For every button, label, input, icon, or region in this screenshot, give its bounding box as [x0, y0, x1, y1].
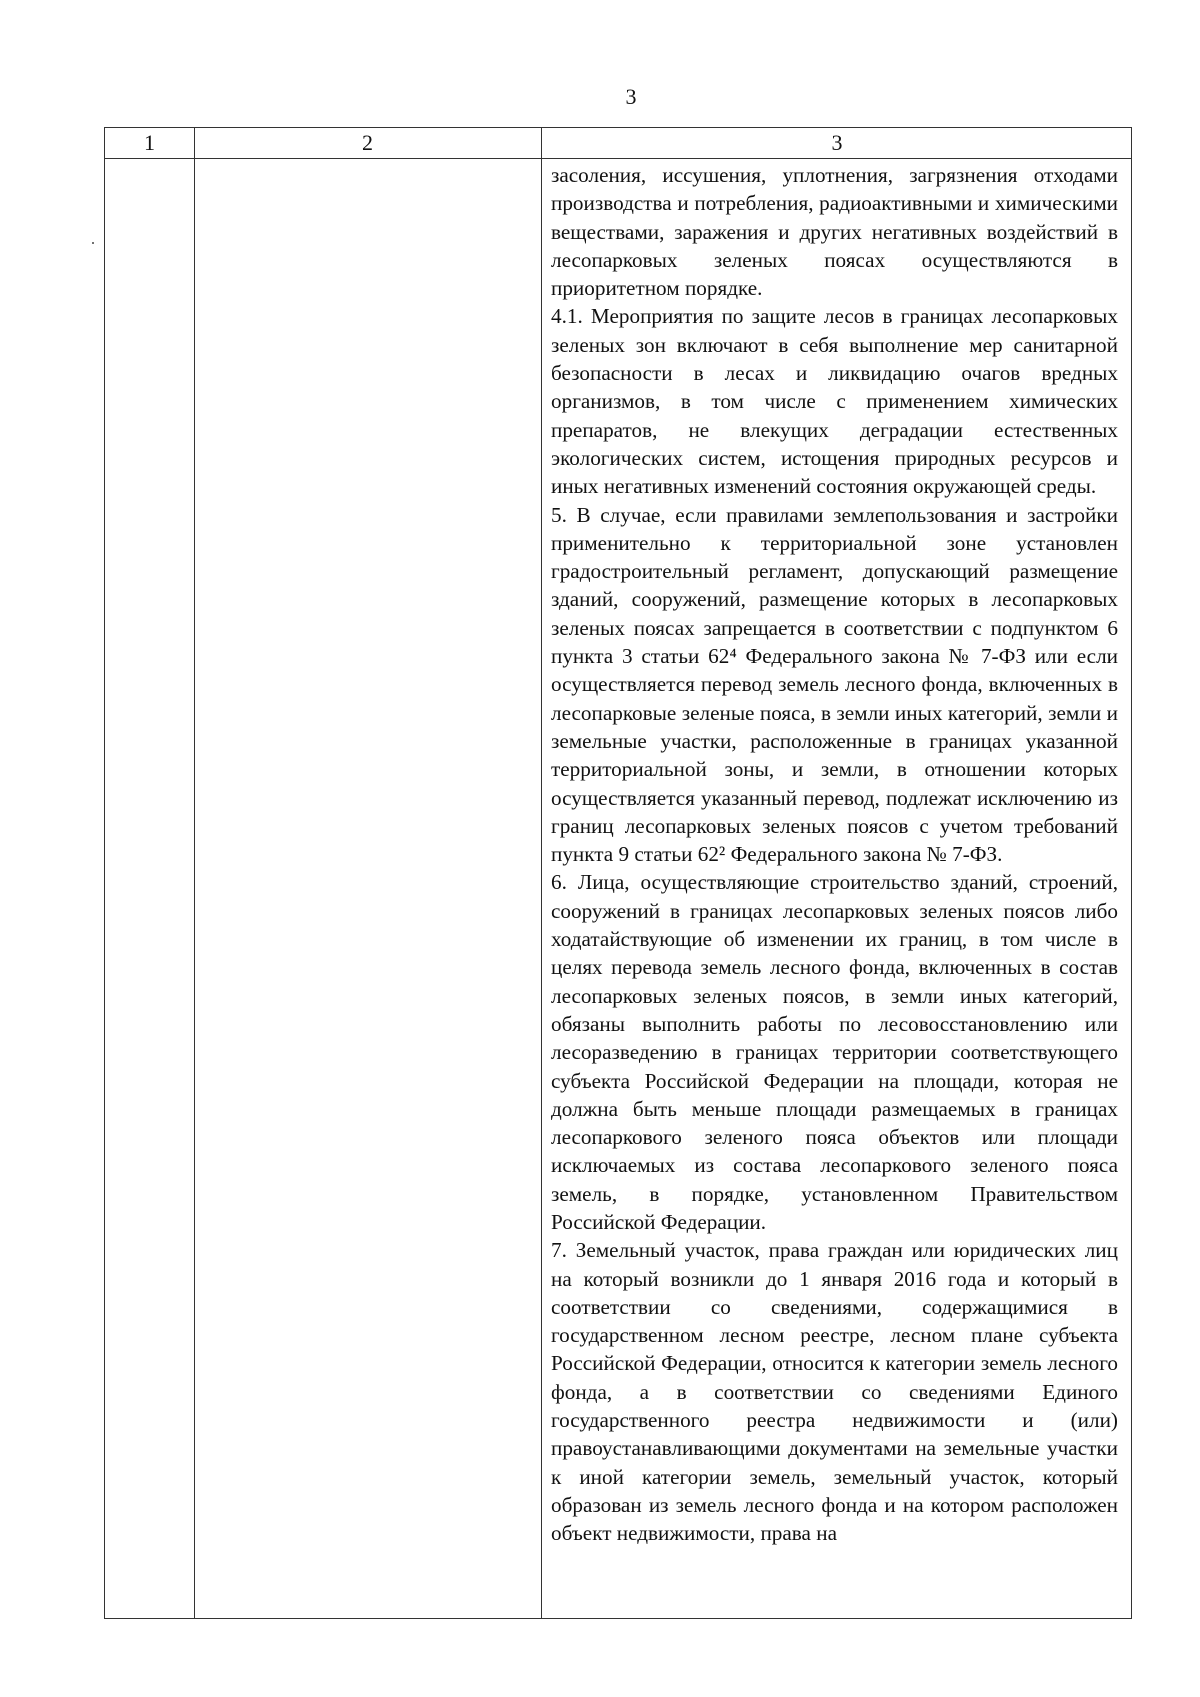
column-header-2: 2 [362, 130, 373, 155]
paragraph-6: 6. Лица, осуществляющие строительство зданий, строений, сооружений в границах лесопарковых зеленых поясов либо ходатайствующие об изменении их границ, в том числе в целях перевода земель лесного фонда, включенных в состав лесопарковых зеленых поясов, в земли иных категорий, обязаны выполнить работы по лесовосстановлению или лесоразведению в границах территории соответствующего субъекта Российской Федерации на площади, которая не должна быть меньше площади размещаемых в границах лесопаркового зеленого пояса объектов или площади исключаемых из состава лесопаркового зеленого пояса земель, в порядке, установленном Правительством Российской Федерации. [551, 870, 1118, 1234]
document-table [104, 127, 1132, 1619]
paragraph-5: 5. В случае, если правилами землепользования и застройки применительно к территориальной зоне установлен градостроительный регламент, допускающий размещение зданий, сооружений, размещение которых в лесопарковых зеленых поясах запрещается в соответствии с подпунктом 6 пункта 3 статьи 62⁴ Федерального закона № 7-ФЗ или если осуществляется перевод земель лесного фонда, включенных в лесопарковые зеленые пояса, в земли иных категорий, земли и земельные участки, расположенные в границах указанной территориальной зоны, и земли, в отношении которых осуществляется указанный перевод, подлежат исключению из границ лесопарковых зеленых поясов с учетом требований пункта 9 статьи 62² Федерального закона № 7-ФЗ. [551, 502, 1118, 867]
page-number: 3 [625, 84, 637, 109]
scan-speck [92, 242, 94, 244]
header-divider [105, 158, 1131, 159]
column-divider [541, 128, 542, 1618]
column-header-1: 1 [144, 130, 155, 155]
paragraph-7: 7. Земельный участок, права граждан или юридических лиц на который возникли до 1 января 2016 года и который в соответствии со сведениями, содержащимися в государственном лесном реестре, лесном плане субъекта Российской Федерации, относится к категории земель лесного фонда, а в соответствии со сведениями Единого государственного реестра недвижимости и (или) правоустанавливающими документами на земельные участки к иной категории земель, земельный участок, который образован из земель лесного фонда и на котором расположен объект недвижимости, права на [551, 1238, 1118, 1546]
paragraph-4-1: 4.1. Мероприятия по защите лесов в границах лесопарковых зеленых зон включают в себя выполнение мер санитарной безопасности в лесах и ликвидацию очагов вредных организмов, в том числе с применением химических препаратов, не влекущих деградации естественных экологических систем, истощения природных ресурсов и иных негативных изменений состояния окружающей среды. [551, 304, 1118, 499]
column-3-text [551, 161, 1118, 1548]
column-divider [194, 128, 195, 1618]
paragraph-intro: засоления, иссушения, уплотнения, загрязнения отходами производства и потребления, радиоактивными и химическими веществами, заражения и других негативных воздействий в лесопарковых зеленых поясах осуществляются в приоритетном порядке. [551, 163, 1118, 301]
column-header-3: 3 [831, 130, 843, 155]
